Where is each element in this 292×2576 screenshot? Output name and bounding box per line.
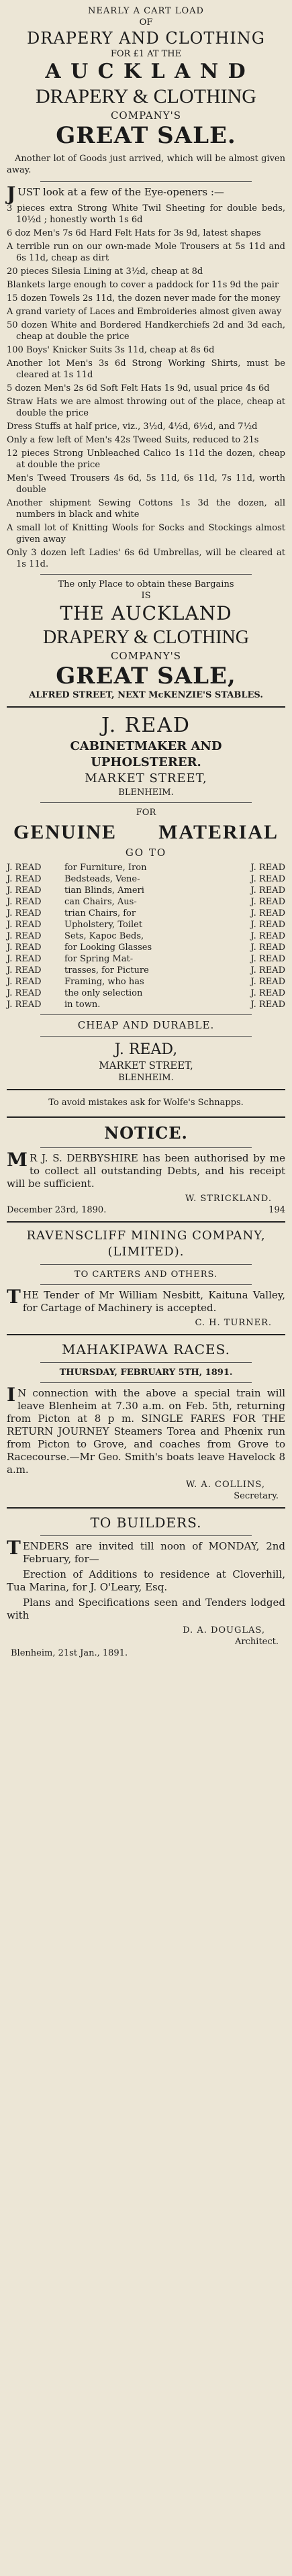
ad-drapery-clothing-2: DRAPERY & CLOTHING <box>43 627 249 648</box>
notice-date: December 23rd, 1890. <box>7 1205 107 1215</box>
list-item: A small lot of Knitting Wools for Socks and Stockings almost given away <box>7 523 285 544</box>
wolfe-notice: To avoid mistakes ask for Wolfe's Schnapps. <box>48 1098 244 1108</box>
builders-date: Blenheim, 21st Jan., 1891. <box>11 1648 128 1658</box>
read-mid: trasses, for Picture <box>64 965 149 975</box>
ad-only-place: The only Place to obtain these Bargains <box>58 579 234 589</box>
read-mid: Framing, who has <box>64 977 144 987</box>
ad-is-line: IS <box>141 591 151 601</box>
read-mid: Upholstery, Toilet <box>64 920 143 930</box>
list-item: 12 pieces Strong Unbleached Calico 1s 11d the dozen, cheap at double the price <box>7 448 285 470</box>
races-title: MAHAKIPAWA RACES. <box>61 1341 230 1357</box>
divider <box>40 574 252 575</box>
read-mid: tian Blinds, Ameri <box>64 886 144 896</box>
divider <box>40 802 252 803</box>
column-divider <box>7 1116 285 1118</box>
builders-signature: D. A. DOUGLAS, <box>183 1625 265 1635</box>
list-item: 6 doz Men's 7s 6d Hard Felt Hats for 3s 9d, latest shapes <box>7 228 261 238</box>
read-mid: for Spring Mat- <box>64 954 134 964</box>
table-row <box>7 919 285 931</box>
read-left: J. READ <box>7 897 42 907</box>
read-name-2: J. READ, <box>114 1041 178 1058</box>
ad-great-sale-2: GREAT SALE, <box>56 663 236 689</box>
table-row <box>7 896 285 908</box>
genuine-material-heading <box>7 821 285 844</box>
divider <box>40 1264 252 1265</box>
list-item: 20 pieces Silesia Lining at 3½d, cheap at 8d <box>7 267 203 277</box>
divider <box>40 1147 252 1148</box>
column-divider <box>7 1089 285 1090</box>
divider <box>40 1014 252 1015</box>
builders-erection: Erection of Additions to residence at Cloverhill, Tua Marina, for J. O'Leary, Esq. <box>7 1568 285 1593</box>
list-item: Men's Tweed Trousers 4s 6d, 5s 11d, 6s 11d, 7s 11d, worth double <box>7 473 285 495</box>
ravenscliff-to: TO CARTERS AND OTHERS. <box>74 1270 218 1280</box>
read-for: FOR <box>136 808 156 818</box>
builders-body: TENDERS are invited till noon of MONDAY, 2nd February, for— <box>7 1537 285 1565</box>
races-signature: W. A. COLLINS, <box>186 1480 265 1490</box>
read-right: J. READ <box>250 1000 285 1010</box>
list-item: A grand variety of Laces and Embroideries almost given away <box>7 307 282 317</box>
ad-just-look: JUST look at a few of the Eye-openers :— <box>7 183 224 205</box>
drapery-advertisement <box>7 5 285 701</box>
ad-item-list <box>7 203 285 570</box>
table-row <box>7 953 285 965</box>
read-left: J. READ <box>7 886 42 896</box>
read-left: J. READ <box>7 1000 42 1010</box>
read-go-to: GO TO <box>125 847 167 859</box>
ad-top-line: NEARLY A CART LOAD <box>88 6 204 16</box>
read-left: J. READ <box>7 863 42 873</box>
table-row <box>7 942 285 953</box>
races-body: IN connection with the above a special train will leave Blenheim at 7.30 a.m. on Feb. 5th, returning from Picton at 8 p m. SINGLE FARES FOR THE RETURN JOURNEY Steamers Torea and Phœnix run from Picton to Grove, and coaches from Grove to Racecourse.—Mr Geo. Smith's boats leave Havelock 8 a.m. <box>7 1384 285 1476</box>
read-right: J. READ <box>250 863 285 873</box>
column-divider <box>7 1507 285 1509</box>
ravenscliff-signature: C. H. TURNER. <box>195 1318 272 1328</box>
list-item: Blankets large enough to cover a paddock for 11s 9d the pair <box>7 280 279 290</box>
read-left: J. READ <box>7 965 42 975</box>
table-row <box>7 999 285 1010</box>
read-mid: Sets, Kapoc Beds, <box>64 931 144 941</box>
read-cheap: CHEAP AND DURABLE. <box>77 1019 215 1031</box>
read-right: J. READ <box>250 931 285 941</box>
material-word: MATERIAL <box>158 821 279 843</box>
notice-advertisement <box>7 1123 285 1216</box>
table-row <box>7 908 285 919</box>
ad-companys-2: COMPANY'S <box>110 650 182 662</box>
ad-of-line: OF <box>139 17 153 28</box>
list-item: Dress Stuffs at half price, viz., 3½d, 4½d, 6½d, and 7½d <box>7 422 258 432</box>
read-right: J. READ <box>250 874 285 884</box>
ravenscliff-body: THE Tender of Mr William Nesbitt, Kaituna Valley, for Cartage of Machinery is accepted. <box>7 1286 285 1314</box>
read-mid: trian Chairs, for <box>64 908 136 918</box>
list-item: Straw Hats we are almost throwing out of the place, cheap at double the price <box>7 397 285 418</box>
list-item: 5 dozen Men's 2s 6d Soft Felt Hats 1s 9d, usual price 4s 6d <box>7 383 270 393</box>
list-item: Only 3 dozen left Ladies' 6s 6d Umbrellas, will be cleared at 1s 11d. <box>7 548 285 569</box>
read-street: MARKET STREET, <box>85 771 207 785</box>
table-row <box>7 931 285 942</box>
read-left: J. READ <box>7 977 42 987</box>
column-divider <box>7 706 285 708</box>
table-row <box>7 885 285 896</box>
genuine-word: GENUINE <box>13 821 117 843</box>
builders-advertisement <box>7 1514 285 1659</box>
ad-drapery-clothing: DRAPERY & CLOTHING <box>36 85 256 107</box>
builders-title: TO BUILDERS. <box>90 1515 202 1531</box>
read-advertisement <box>7 713 285 1084</box>
column-divider <box>7 1334 285 1335</box>
read-right: J. READ <box>250 965 285 975</box>
read-town-2: BLENHEIM. <box>118 1073 174 1083</box>
read-right: J. READ <box>250 897 285 907</box>
read-right: J. READ <box>250 886 285 896</box>
read-right: J. READ <box>250 920 285 930</box>
list-item: A terrible run on our own-made Mole Trousers at 5s 11d and 6s 11d, cheap as dirt <box>7 242 285 263</box>
read-town: BLENHEIM. <box>118 788 174 798</box>
read-right: J. READ <box>250 943 285 953</box>
ad-intro: Another lot of Goods just arrived, which will be almost given away. <box>7 154 285 175</box>
divider <box>40 1535 252 1536</box>
notice-title: NOTICE. <box>104 1123 188 1143</box>
ad-for-line: FOR £1 AT THE <box>110 49 182 59</box>
list-item: Another lot Men's 3s 6d Strong Working Shirts, must be cleared at 1s 11d <box>7 359 285 380</box>
races-role: Secretary. <box>234 1491 279 1501</box>
divider <box>40 1382 252 1383</box>
ad-address: ALFRED STREET, NEXT McKENZIE'S STABLES. <box>29 690 263 700</box>
read-mid: in town. <box>64 1000 101 1010</box>
list-item: 50 dozen White and Bordered Handkerchiefs 2d and 3d each, cheap at double the price <box>7 320 285 342</box>
notice-body: MR J. S. DERBYSHIRE has been authorised by me to collect all outstanding Debts, and his receipt will be sufficient. <box>7 1149 285 1190</box>
read-left: J. READ <box>7 931 42 941</box>
read-left: J. READ <box>7 988 42 998</box>
ad-great-sale: GREAT SALE. <box>56 122 236 149</box>
notice-ref: 194 <box>269 1205 285 1215</box>
ravenscliff-title: RAVENSCLIFF MINING COMPANY, (LIMITED). <box>26 1229 266 1259</box>
ravenscliff-advertisement <box>7 1228 285 1329</box>
read-left: J. READ <box>7 954 42 964</box>
read-left: J. READ <box>7 908 42 918</box>
ad-auckland: A U C K L A N D <box>45 60 247 83</box>
list-item: Another shipment Sewing Cottons 1s 3d the dozen, all numbers in black and white <box>7 498 285 520</box>
divider <box>40 1036 252 1037</box>
builders-role: Architect. <box>235 1637 279 1647</box>
table-row <box>7 988 285 999</box>
read-mid: Bedsteads, Vene- <box>64 874 140 884</box>
table-row <box>7 965 285 976</box>
column-divider <box>7 1221 285 1223</box>
ad-the-auckland: THE AUCKLAND <box>60 602 232 624</box>
ad-companys: COMPANY'S <box>110 109 182 122</box>
read-left: J. READ <box>7 943 42 953</box>
read-trade: CABINETMAKER AND UPHOLSTERER. <box>70 739 222 769</box>
races-date: THURSDAY, FEBRUARY 5TH, 1891. <box>59 1368 233 1378</box>
read-right: J. READ <box>250 977 285 987</box>
read-left: J. READ <box>7 874 42 884</box>
list-item: Only a few left of Men's 42s Tweed Suits, reduced to 21s <box>7 435 259 445</box>
ad-headline: DRAPERY AND CLOTHING <box>27 29 265 48</box>
read-name: J. READ <box>101 714 191 737</box>
read-mid: for Looking Glasses <box>64 943 152 953</box>
read-mid: can Chairs, Aus- <box>64 897 137 907</box>
read-right: J. READ <box>250 908 285 918</box>
divider <box>40 1284 252 1285</box>
notice-footer <box>7 1204 285 1216</box>
list-item: 15 dozen Towels 2s 11d, the dozen never made for the money <box>7 293 281 303</box>
read-left: J. READ <box>7 920 42 930</box>
read-rows <box>7 862 285 1010</box>
read-street-2: MARKET STREET, <box>99 1059 193 1071</box>
read-right: J. READ <box>250 988 285 998</box>
notice-signature: W. STRICKLAND. <box>185 1194 272 1204</box>
read-right: J. READ <box>250 954 285 964</box>
table-row <box>7 976 285 988</box>
divider <box>40 181 252 182</box>
read-mid: for Furniture, Iron <box>64 863 147 873</box>
read-mid: the only selection <box>64 988 143 998</box>
races-advertisement <box>7 1341 285 1502</box>
list-item: 3 pieces extra Strong White Twil Sheeting for double beds, 10½d ; honestly worth 1s 6d <box>7 203 285 225</box>
list-item: 100 Boys' Knicker Suits 3s 11d, cheap at 8s 6d <box>7 345 215 355</box>
table-row <box>7 862 285 873</box>
builders-plans: Plans and Specifications seen and Tenders lodged with <box>7 1596 285 1621</box>
divider <box>40 1362 252 1363</box>
table-row <box>7 873 285 885</box>
